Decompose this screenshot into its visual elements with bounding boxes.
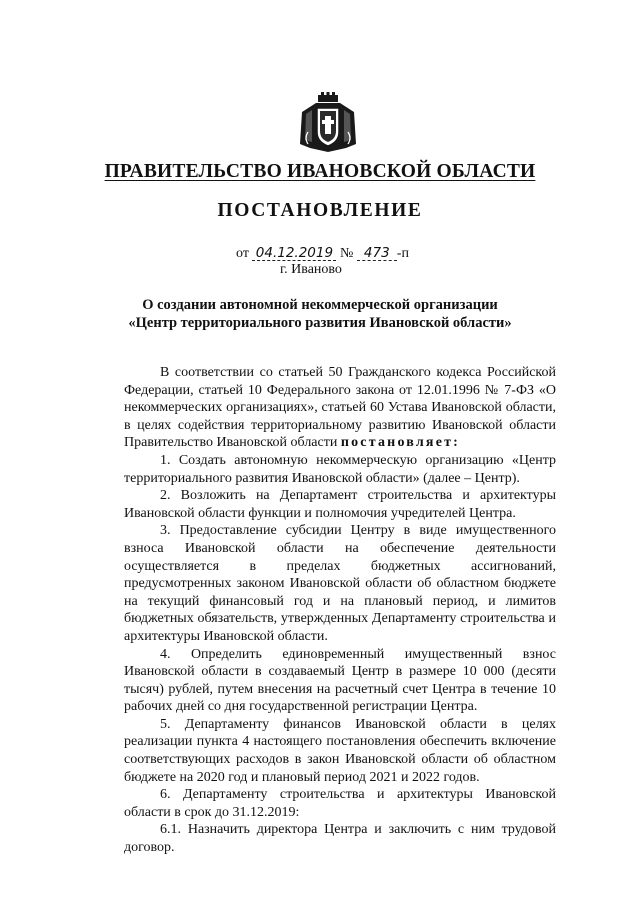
date-prefix: от — [236, 246, 249, 261]
subject-line-2: «Центр территориального развития Ивановской области» — [128, 315, 512, 331]
list-item: 6.1. Назначить директора Центра и заключить с ним трудовой договор. — [124, 822, 556, 856]
subject-line-1: О создании автономной некоммерческой организации — [142, 297, 498, 313]
document-subject — [0, 296, 640, 332]
date-number-line — [236, 246, 409, 262]
intro-paragraph — [124, 364, 556, 452]
city: г. Иваново — [280, 262, 342, 277]
list-item: 1. Создать автономную некоммерческую организацию «Центр территориального развития Ивановской области» (далее – Центр). — [124, 452, 556, 486]
date-value: 04.12.2019 — [252, 246, 336, 261]
list-item: 6. Департаменту строительства и архитектуры Ивановской области в срок до 31.12.2019: — [124, 787, 556, 820]
document-body — [124, 364, 556, 857]
list-item: 3. Предоставление субсидии Центру в виде имущественного взноса Ивановской области на обеспечение деятельности осуществляется в пределах бюджетных ассигнований, предусмотренных законом Ивановской области об областном бюджете на текущий финансовый год и на плановый период, и лимитов бюджетных обязательств, утвержденных Департаменту строительства и архитектуры Ивановской области. — [124, 523, 556, 644]
intro-text: В соответствии со статьей 50 Гражданского кодекса Российской Федерации, статьей 10 Федерального закона от 12.01.1996 № 7-ФЗ «О некоммерческих организациях», статьей 60 Устава Ивановской области, в целях содействия территориальному развитию Ивановской области Правительство Ивановской области — [124, 365, 556, 451]
number-suffix: -п — [396, 246, 409, 261]
list-item: 4. Определить единовременный имущественный взнос Ивановской области в создаваемый Центр в размере 10 000 (десяти тысяч) рублей, путем внесения на расчетный счет Центра в течение 10 рабочих дней со дня государственной регистрации Центра. — [124, 646, 556, 715]
coat-of-arms-icon — [298, 92, 358, 154]
organization-title: ПРАВИТЕЛЬСТВО ИВАНОВСКОЙ ОБЛАСТИ — [104, 161, 536, 182]
document-type: ПОСТАНОВЛЕНИЕ — [217, 200, 423, 221]
number-value: 473 — [357, 246, 397, 261]
number-prefix: № — [339, 246, 354, 261]
list-item: 5. Департаменту финансов Ивановской области в целях реализации пункта 4 настоящего постановления обеспечить включение соответствующих расходов в закон Ивановской области об областном бюджете на 2020 год и плановый период 2021 и 2022 годов. — [124, 716, 556, 785]
list-item: 2. Возложить на Департамент строительства и архитектуры Ивановской области функции и полномочия учредителей Центра. — [124, 488, 556, 521]
decree-word: постановляет: — [340, 435, 461, 451]
